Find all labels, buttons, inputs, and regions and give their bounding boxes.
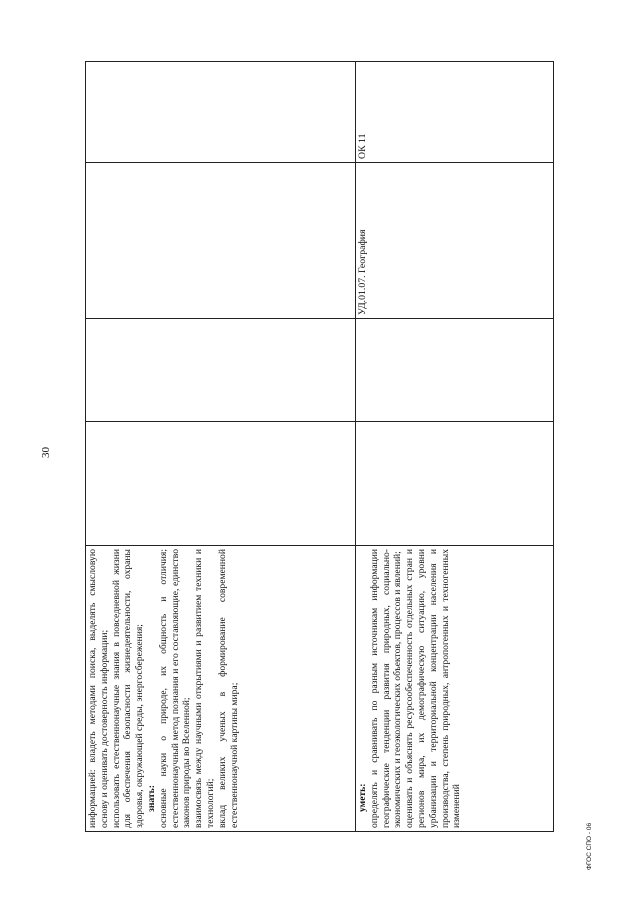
competency-table xyxy=(85,61,554,832)
requirement-line: вклад великих ученых в формирование современной естественнонаучной картины мира; xyxy=(216,549,240,828)
competency-table-wrapper xyxy=(85,62,553,832)
requirement-line: определять и сравнивать по разным источникам информации географические тенденции развития природных, социально-экономических и геоэкологических объектов, процессов и явлений; xyxy=(368,549,404,828)
requirement-line: взаимосвязь между научными открытиями и развитием техники и технологий; xyxy=(193,549,216,828)
page-number: 30 xyxy=(40,447,52,459)
requirement-line: оценивать и объяснять ресурсообеспеченность отдельных стран и регионов мира, их демографическую ситуацию, уровни урбанизации и территориальной концентрации населения и производства, степень природных, антропогенных и техногенных изменений xyxy=(404,549,463,828)
requirement-line: использовать естественнонаучные знания в повседневной жизни для обеспечения безопасности жизнедеятельности, охраны здоровья, окружающей среды, энергосбережения; xyxy=(110,549,146,828)
requirement-keyword: знать: xyxy=(145,785,157,812)
table-row xyxy=(86,62,356,832)
requirements-cell xyxy=(86,546,356,832)
requirement-line: основные науки о природе, их общность и отличия; естественнонаучный метод познания и его составляющие, единство законов природы во Вселенной; xyxy=(157,549,193,828)
competency-code-cell: ОК 11 xyxy=(356,62,554,163)
rotated-table-container xyxy=(85,62,553,832)
discipline-cell: УД.01.07. География xyxy=(356,163,554,319)
hours-class-cell xyxy=(356,319,554,422)
hours-class-cell xyxy=(86,319,356,422)
hours-max-cell xyxy=(356,422,554,546)
requirement-keyword: уметь: xyxy=(357,783,368,812)
competency-code-cell xyxy=(86,62,356,163)
footer-code: ФГОС СПО - 06 xyxy=(586,822,593,870)
hours-max-cell xyxy=(86,422,356,546)
requirement-line: информацией: владеть методами поиска, выделять смысловую основу и оценивать достоверность информации; xyxy=(87,549,110,828)
requirements-cell xyxy=(356,546,554,832)
discipline-cell xyxy=(86,163,356,319)
table-row xyxy=(356,62,554,832)
